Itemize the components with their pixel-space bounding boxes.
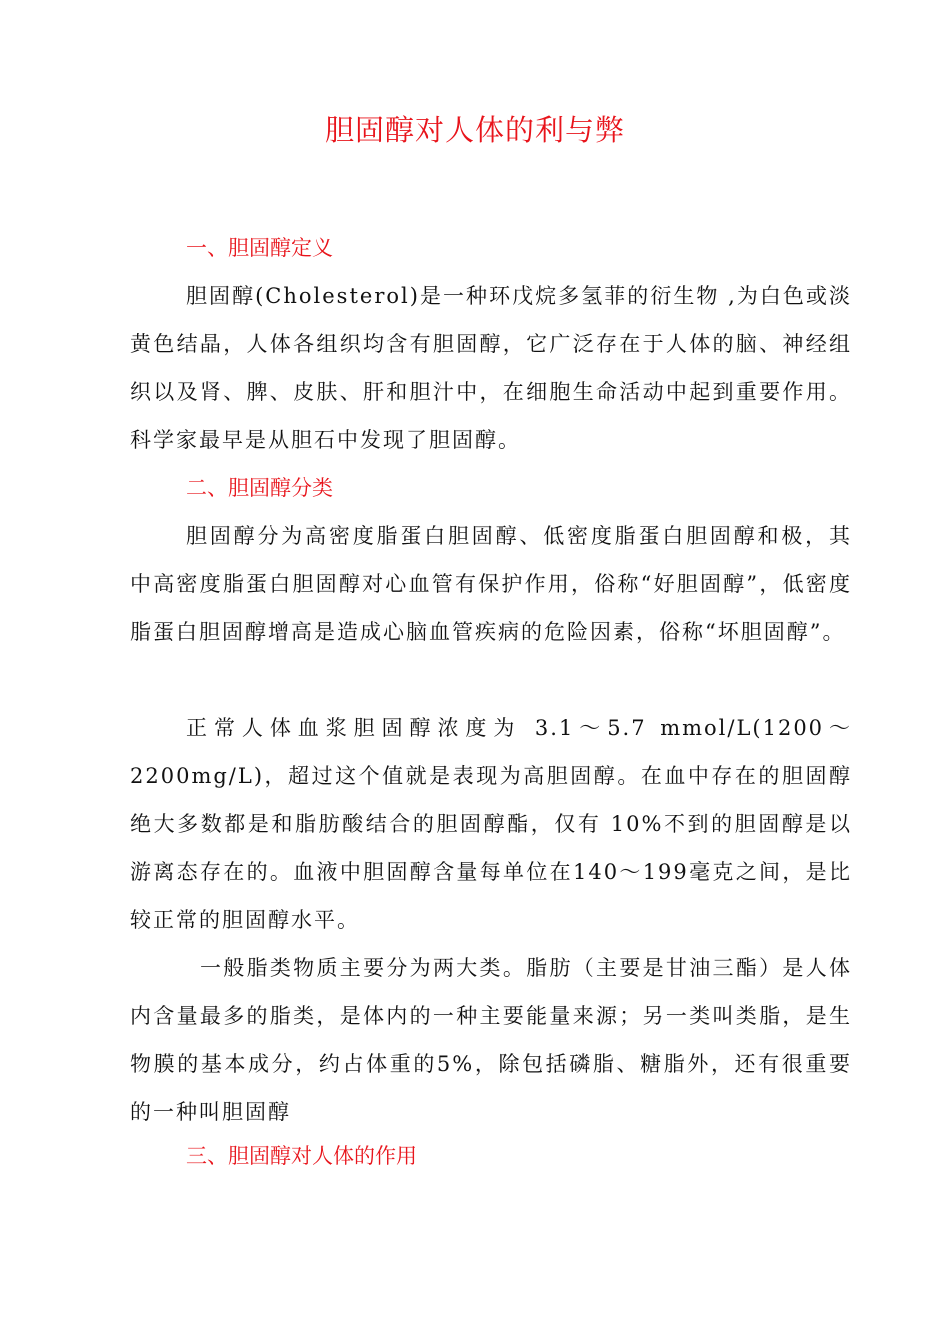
paragraph-definition: 胆固醇(Cholesterol)是一种环戊烷多氢菲的衍生物 ,为白色或淡黄色结晶，人体各组织均含有胆固醇，它广泛存在于人体的脑、神经组织以及肾、脾、皮肤、肝和胆汁中，在细胞生命活动中起到重要作用。科学家最早是从胆石中发现了胆固醇。 bbox=[130, 284, 852, 452]
paragraph-normal-levels: 正常人体血浆胆固醇浓度为 3.1～5.7 mmol/L(1200～2200mg/L)，超过这个值就是表现为高胆固醇。在血中存在的胆固醇绝大多数都是和脂肪酸结合的胆固醇酯，仅有 10%不到的胆固醇是以游离态存在的。血液中胆固醇含量每单位在140～199毫克之间，是比较正常的胆固醇水平。 bbox=[130, 716, 852, 932]
section-heading-classification: 二、胆固醇分类 bbox=[186, 476, 333, 500]
section-heading-definition: 一、胆固醇定义 bbox=[186, 236, 333, 260]
section-heading-effects: 三、胆固醇对人体的作用 bbox=[186, 1144, 417, 1168]
paragraph-lipid-types: 一般脂类物质主要分为两大类。脂肪（主要是甘油三酯）是人体内含量最多的脂类，是体内的一种主要能量来源；另一类叫类脂，是生物膜的基本成分，约占体重的5%，除包括磷脂、糖脂外，还有很重要的一种叫胆固醇 bbox=[130, 956, 852, 1124]
paragraph-classification: 胆固醇分为高密度脂蛋白胆固醇、低密度脂蛋白胆固醇和极，其中高密度脂蛋白胆固醇对心血管有保护作用，俗称“好胆固醇”，低密度脂蛋白胆固醇增高是造成心脑血管疾病的危险因素，俗称“坏胆固醇”。 bbox=[130, 524, 852, 644]
document-title: 胆固醇对人体的利与弊 bbox=[324, 113, 625, 147]
